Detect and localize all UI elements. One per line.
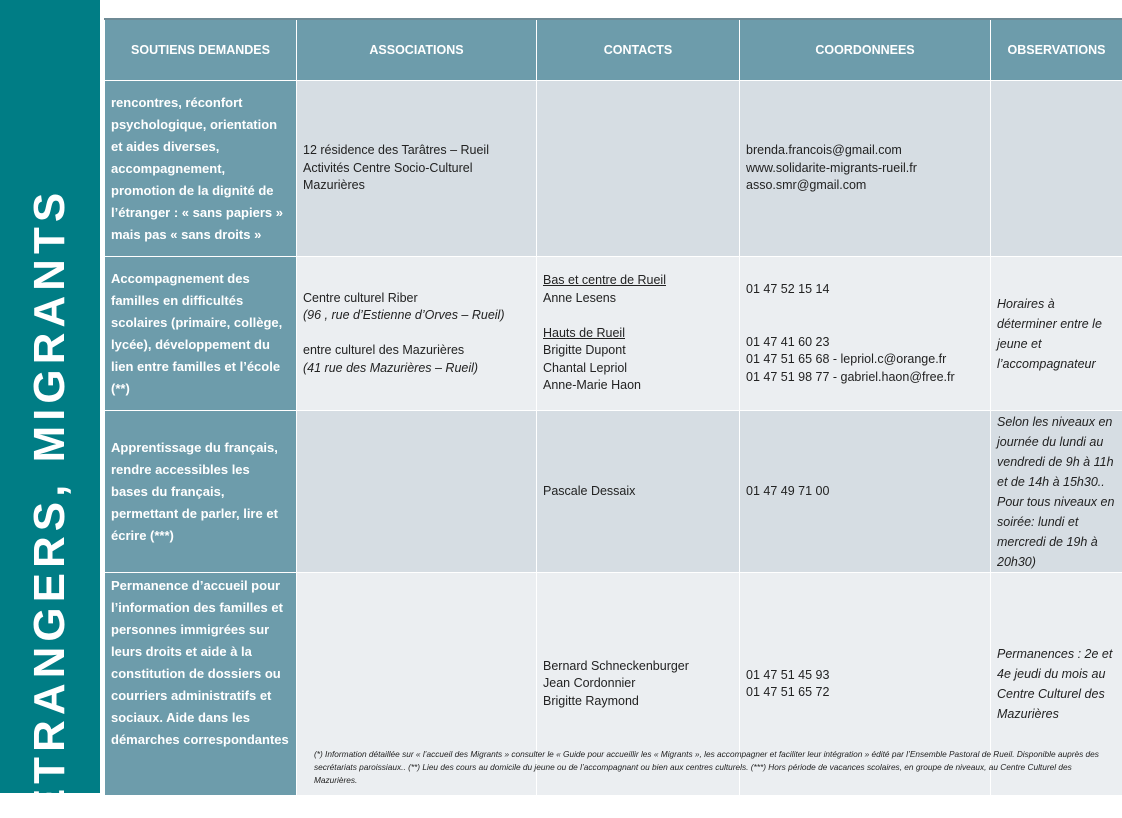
contact-name: Chantal Lepriol: [543, 360, 733, 378]
coord-cell: [740, 81, 991, 257]
observation-cell: Selon les niveaux en journée du lundi au vendredi de 9h à 11h et de 14h à 15h30.. Pour tous niveaux en soirée: lundi et mercredi de 19h à 20h30): [991, 411, 1122, 573]
footnote: (*) Information détaillée sur « l’accueil des Migrants » consulter le « Guide pour accueillir les « Migrants », les accompagner et faciliter leur intégration » édité par l’Ensemble Pastoral de Rueil. Disponible auprès des secrétariats paroissiaux.. (**) Lieu des cours au domicile du jeune ou de l’accompagnant ou bien aux centres culturels. (***) Hors période de vacances scolaires, en groupe de niveaux, au Centre Culturel des Mazurières.: [314, 748, 1116, 787]
table-header-row: [105, 19, 1122, 81]
table-row: [105, 257, 1122, 411]
support-table: [104, 18, 1122, 796]
contact-name: Anne Lesens: [543, 290, 733, 308]
observation-cell: Permanences : 2e et 4e jeudi du mois au Centre Culturel des Mazurières: [991, 573, 1122, 796]
coord-line: 01 47 52 15 14: [746, 281, 984, 299]
need-cell: rencontres, réconfort psychologique, orientation et aides diverses, accompagnement, promotion de la dignité de l’étranger : « sans papiers » mais pas « sans droits »: [105, 81, 297, 257]
observation-cell: [991, 81, 1122, 257]
contact-name: Jean Cordonnier: [543, 675, 733, 693]
page-title: ETRANGERS, MIGRANTS: [25, 188, 75, 818]
association-cell: [297, 411, 537, 573]
header-associations: ASSOCIATIONS: [297, 19, 537, 81]
coord-line: 01 47 51 65 68 - lepriol.c@orange.fr: [746, 351, 984, 369]
coord-cell: [740, 257, 991, 411]
need-cell: Permanence d’accueil pour l’information des familles et personnes immigrées sur leurs droits et aide à la constitution de dossiers ou courriers administratifs et sociaux. Aide dans les démarches correspondantes: [105, 573, 297, 796]
header-observations: OBSERVATIONS: [991, 19, 1122, 81]
coord-line: asso.smr@gmail.com: [746, 177, 984, 195]
contact-group-title: Hauts de Rueil: [543, 325, 733, 343]
contact-name: Brigitte Raymond: [543, 693, 733, 711]
contact-name: Brigitte Dupont: [543, 342, 733, 360]
coord-line: 01 47 51 65 72: [746, 684, 984, 702]
association-name: Centre culturel Riber: [303, 290, 530, 308]
association-name: entre culturel des Mazurières: [303, 342, 530, 360]
table-row: [105, 411, 1122, 573]
coord-line: 01 47 51 98 77 - gabriel.haon@free.fr: [746, 369, 984, 387]
coord-line: 01 47 41 60 23: [746, 334, 984, 352]
need-cell: Accompagnement des familles en difficultés scolaires (primaire, collège, lycée), développement du lien entre familles et l’école (**): [105, 257, 297, 411]
header-contacts: CONTACTS: [537, 19, 740, 81]
association-address: (41 rue des Mazurières – Rueil): [303, 360, 530, 378]
contact-group-title: Bas et centre de Rueil: [543, 272, 733, 290]
contact-cell: [537, 257, 740, 411]
association-cell: [297, 257, 537, 411]
association-line: 12 résidence des Tarâtres – Rueil: [303, 142, 530, 160]
contact-cell: [537, 81, 740, 257]
header-needs: SOUTIENS DEMANDES: [105, 19, 297, 81]
header-coords: COORDONNEES: [740, 19, 991, 81]
table-row: [105, 81, 1122, 257]
coord-line: 01 47 51 45 93: [746, 667, 984, 685]
coord-line: www.solidarite-migrants-rueil.fr: [746, 160, 984, 178]
contact-cell: Pascale Dessaix: [537, 411, 740, 573]
contact-name: Anne-Marie Haon: [543, 377, 733, 395]
contact-name: Bernard Schneckenburger: [543, 658, 733, 676]
need-cell: Apprentissage du français, rendre accessibles les bases du français, permettant de parler, lire et écrire (***): [105, 411, 297, 573]
observation-cell: Horaires à déterminer entre le jeune et l’accompagnateur: [991, 257, 1122, 411]
coord-line: brenda.francois@gmail.com: [746, 142, 984, 160]
coord-cell: 01 47 49 71 00: [740, 411, 991, 573]
association-line: Activités Centre Socio-Culturel Mazurières: [303, 160, 530, 195]
association-cell: [297, 81, 537, 257]
association-address: (96 , rue d’Estienne d’Orves – Rueil): [303, 307, 530, 325]
